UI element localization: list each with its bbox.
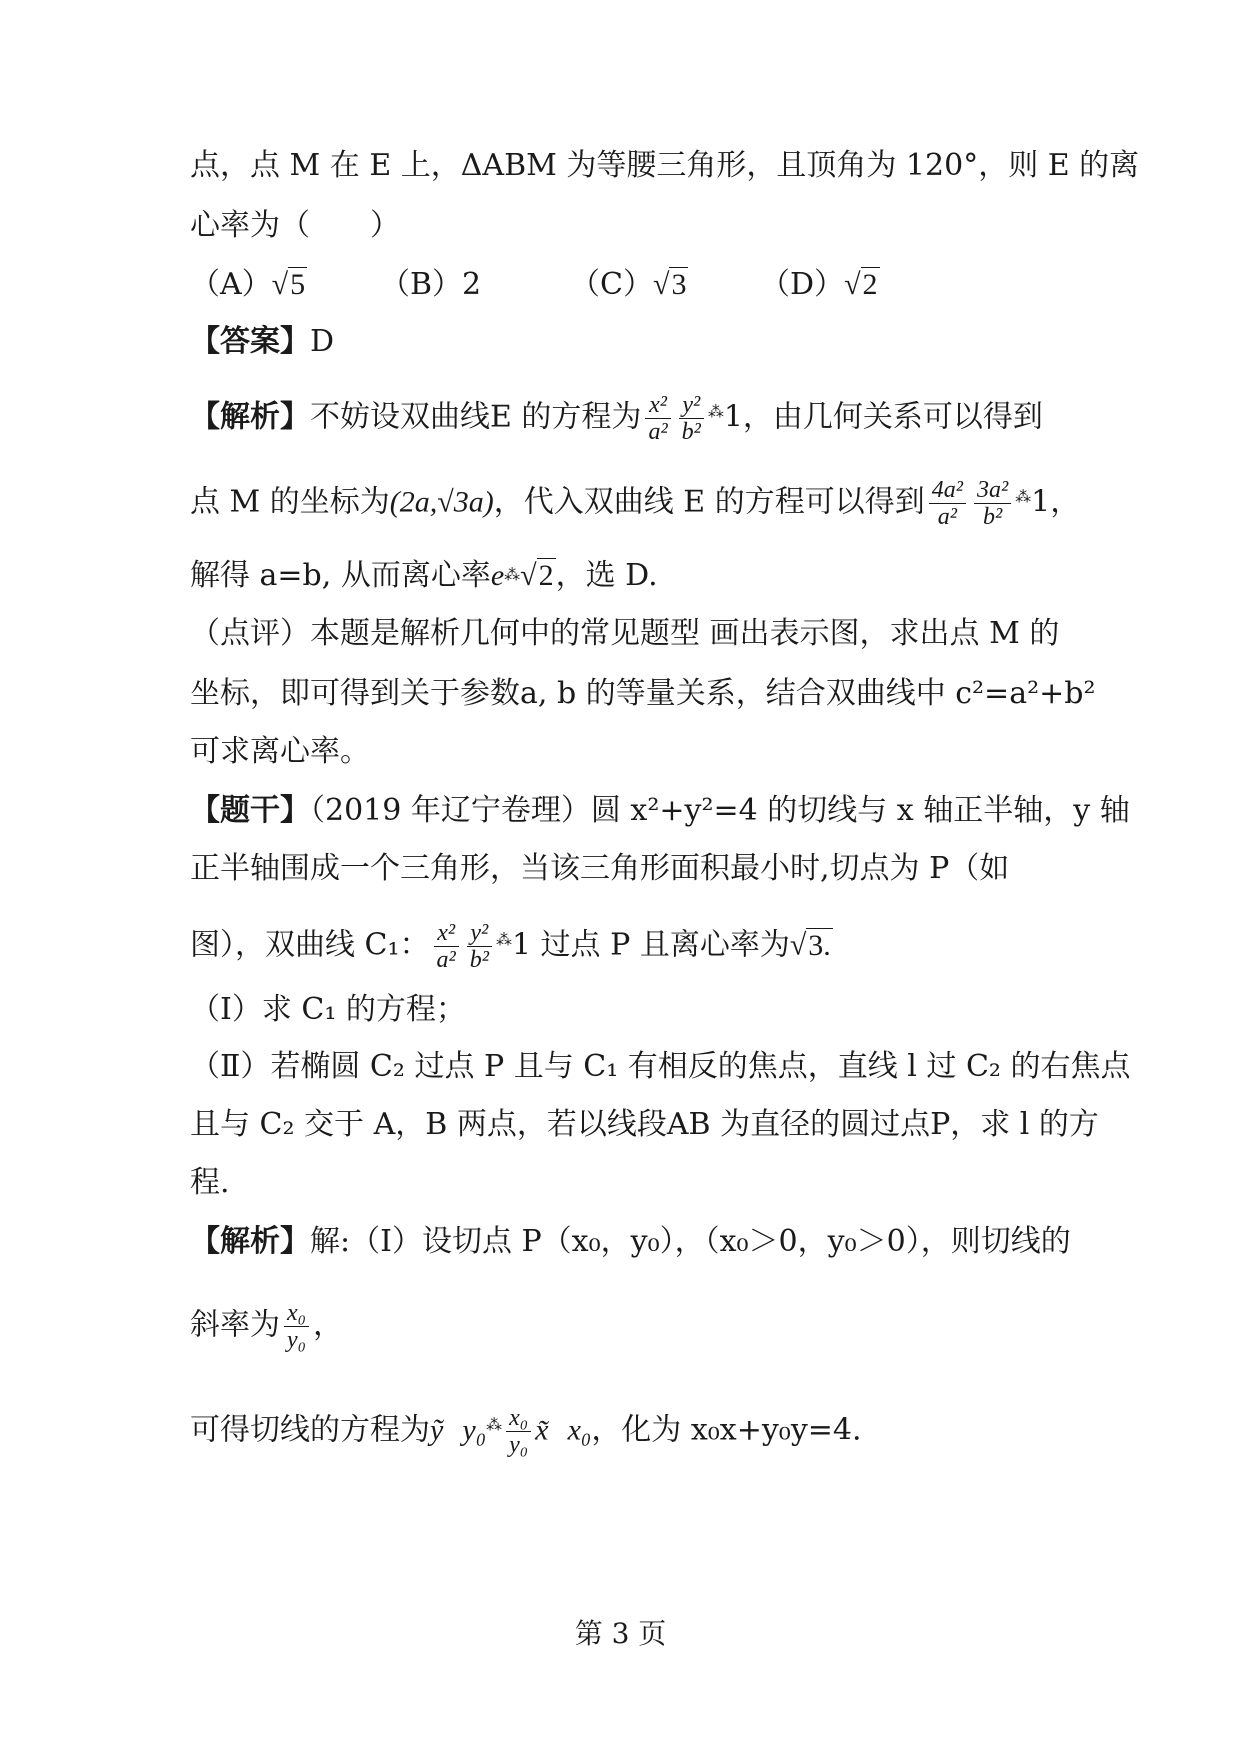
stem-line-3: 图），双曲线 C₁： $\frac{\text{x²}}{\text{a²}}$ $\frac{\text{y²}}{\text{b²}}$ ⁂1 过点 P 且离心率为√3. [190, 920, 831, 973]
page-number: 第 3 页 [574, 1617, 667, 1650]
analysis-line-2: 点 M 的坐标为(2a,√3a)，代入双曲线 E 的方程可以得到 $\frac{\text{4a²}}{\text{a²}}$ $\frac{\text{3a²}}{\text{b²}}$ ⁂1， [190, 477, 1081, 530]
fraction-3a2-b2: $\frac{\text{3a²}}{\text{b²}}$ [974, 477, 1011, 530]
question-2-line-2: 且与 C₂ 交于 A，B 两点，若以线段AB 为直径的圆过点P，求 l 的方 [190, 1107, 1099, 1142]
fraction-x2-a2: $\frac{\text{x²}}{\text{a²}}$ [645, 392, 670, 445]
comment-line-1: （点评）本题是解析几何中的常见题型 画出表示图，求出点 M 的 [190, 616, 1060, 651]
options-row [190, 265, 1070, 305]
fraction-x0-y0: $\frac{\text{x₀}}{\text{y₀}}$ [284, 1300, 309, 1353]
question-1: （Ⅰ）求 C₁ 的方程； [190, 992, 466, 1027]
option-d: （D）√2 [760, 267, 878, 302]
option-c: （C）√3 [570, 267, 687, 302]
text-line-2: 心率为（ ） [190, 208, 400, 243]
question-2-line-3: 程. [190, 1165, 230, 1200]
analysis-line-3: 解得 a=b, 从而离心率e⁂√2，选 D. [190, 558, 658, 593]
analysis-line-1: 【解析】不妨设双曲线E 的方程为 $\frac{\text{x²}}{\text{a²}}$ $\frac{\text{y²}}{\text{b²}}$ ⁂1，由几何关系可以得到 [190, 392, 1043, 445]
fraction-y2-b2-c1: $\frac{\text{y²}}{\text{b²}}$ [467, 920, 492, 973]
stem-line-2: 正半轴围成一个三角形，当该三角形面积最小时,切点为 P（如 [190, 851, 1010, 886]
text-line-1: 点，点 M 在 E 上，ΔABM 为等腰三角形，且顶角为 120°，则 E 的离 [190, 148, 1140, 183]
solution-line-1: 【解析】解:（Ⅰ）设切点 P（x₀，y₀），（x₀＞0，y₀＞0），则切线的 [190, 1224, 1071, 1259]
comment-line-3: 可求离心率。 [190, 734, 370, 769]
question-2-line-1: （Ⅱ）若椭圆 C₂ 过点 P 且与 C₁ 有相反的焦点，直线 l 过 C₂ 的右焦点 [190, 1049, 1131, 1084]
option-a: （A）√5 [190, 267, 306, 302]
option-b: （B）2 [380, 267, 482, 302]
fraction-x2-a2-c1: $\frac{\text{x²}}{\text{a²}}$ [434, 920, 459, 973]
solution-line-2: 斜率为 $\frac{\text{x₀}}{\text{y₀}}$ ， [190, 1300, 343, 1353]
solution-line-3: 可得切线的方程为ỹ y₀⁂ $\frac{\text{x₀}}{\text{y₀}}$ x̃ x₀，化为 x₀x+y₀y=4. [190, 1405, 862, 1458]
fraction-y2-b2: $\frac{\text{y²}}{\text{b²}}$ [679, 392, 704, 445]
fraction-x0-y0-tangent: $\frac{\text{x₀}}{\text{y₀}}$ [506, 1405, 531, 1458]
fraction-4a2-a2: $\frac{\text{4a²}}{\text{a²}}$ [929, 477, 966, 530]
answer-line: 【答案】D [190, 324, 335, 359]
stem-line-1: 【题干】（2019 年辽宁卷理）圆 x²+y²=4 的切线与 x 轴正半轴，y 轴 [190, 793, 1130, 828]
comment-line-2: 坐标，即可得到关于参数a, b 的等量关系，结合双曲线中 c²=a²+b² [190, 676, 1096, 711]
